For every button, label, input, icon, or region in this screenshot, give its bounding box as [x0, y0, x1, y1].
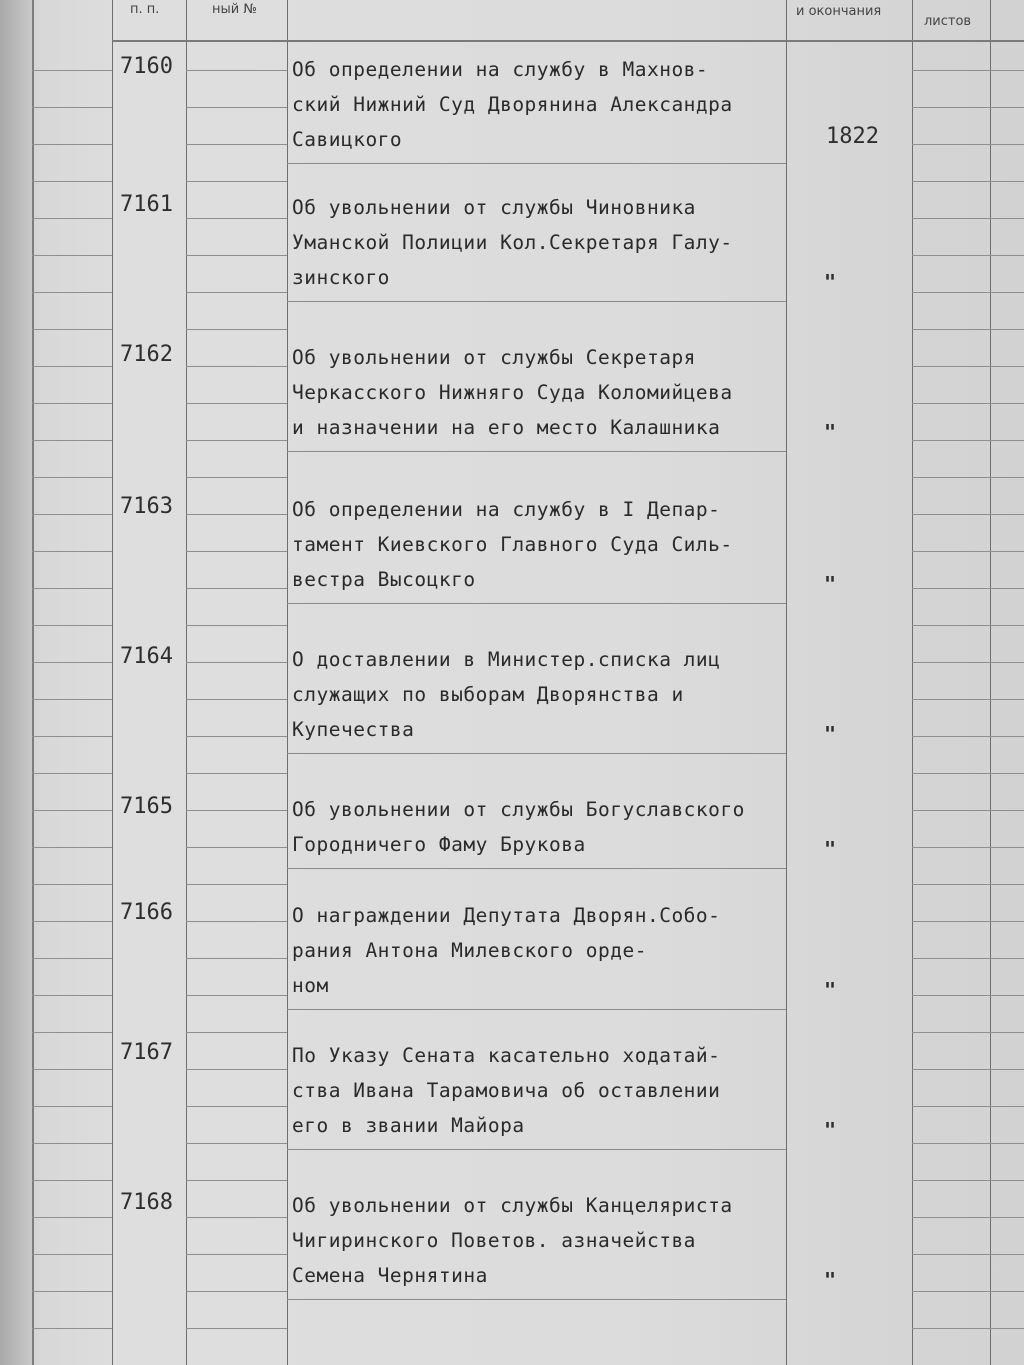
- column-rule: [990, 0, 991, 1365]
- ledger-rule: [186, 218, 287, 219]
- ledger-rule: [32, 1291, 112, 1292]
- ledger-rule: [912, 551, 1024, 552]
- ledger-rule: [186, 921, 287, 922]
- header-col-dates: и окончания: [796, 4, 882, 19]
- ledger-rule: [912, 218, 1024, 219]
- ditto-mark: ": [824, 978, 837, 1002]
- ledger-rule: [32, 1032, 112, 1033]
- ledger-rule: [32, 366, 112, 367]
- entry-description-line: служащих по выборам Дворянства и: [292, 683, 684, 706]
- ledger-rule: [32, 1180, 112, 1181]
- ledger-rule: [912, 921, 1024, 922]
- ledger-rule: [912, 810, 1024, 811]
- ledger-rule: [186, 736, 287, 737]
- ledger-rule: [32, 995, 112, 996]
- ledger-rule: [912, 440, 1024, 441]
- ledger-rule: [186, 625, 287, 626]
- ledger-rule: [32, 477, 112, 478]
- ledger-rule: [32, 1143, 112, 1144]
- entry-year: 1822: [826, 124, 879, 149]
- entry-description-line: Купечества: [292, 718, 415, 741]
- ledger-rule: [912, 773, 1024, 774]
- ledger-rule: [32, 255, 112, 256]
- ledger-rule: [912, 847, 1024, 848]
- ledger-rule: [186, 181, 287, 182]
- ledger-rule: [912, 1143, 1024, 1144]
- entry-description-line: Чигиринского Поветов. азначейства: [292, 1229, 696, 1252]
- ledger-rule: [912, 1254, 1024, 1255]
- entry-description-line: рания Антона Милевского орде-: [292, 939, 647, 962]
- ledger-rule: [912, 662, 1024, 663]
- ledger-rule: [186, 329, 287, 330]
- ditto-mark: ": [824, 1268, 837, 1292]
- column-rule: [287, 0, 288, 1365]
- entry-description-line: О доставлении в Министер.списка лиц: [292, 648, 721, 671]
- ledger-rule: [32, 884, 112, 885]
- ledger-rule: [186, 514, 287, 515]
- ledger-rule: [32, 773, 112, 774]
- ledger-rule: [186, 1328, 287, 1329]
- ledger-rule: [186, 107, 287, 108]
- header-rule: [112, 40, 1024, 42]
- ledger-rule: [186, 1143, 287, 1144]
- ledger-rule: [912, 477, 1024, 478]
- entry-rule: [287, 868, 786, 869]
- ledger-rule: [912, 884, 1024, 885]
- ledger-rule: [912, 995, 1024, 996]
- ditto-mark: ": [824, 1118, 837, 1142]
- ledger-rule: [186, 958, 287, 959]
- ditto-mark: ": [824, 837, 837, 861]
- entry-rule: [287, 1299, 786, 1300]
- entry-description-line: Городничего Фаму Брукова: [292, 833, 586, 856]
- entry-number: 7162: [120, 342, 173, 367]
- ledger-rule: [32, 1069, 112, 1070]
- ledger-rule: [186, 1254, 287, 1255]
- ledger-rule: [912, 1106, 1024, 1107]
- ditto-mark: ": [824, 722, 837, 746]
- ledger-rule: [32, 144, 112, 145]
- entry-description: [292, 1038, 832, 1143]
- ledger-rule: [32, 588, 112, 589]
- entry-number: 7163: [120, 494, 173, 519]
- ledger-rule: [912, 366, 1024, 367]
- ledger-rule: [32, 1217, 112, 1218]
- entry-description-line: его в звании Майора: [292, 1114, 525, 1137]
- ledger-rule: [912, 1032, 1024, 1033]
- ledger-rule: [912, 181, 1024, 182]
- entry-description-line: Уманской Полиции Кол.Секретаря Галу-: [292, 231, 733, 254]
- entry-description-line: зинского: [292, 266, 390, 289]
- ledger-rule: [32, 403, 112, 404]
- entry-description-line: Об определении на службу в Махнов-: [292, 58, 709, 81]
- ledger-rule: [186, 292, 287, 293]
- ledger-rule: [912, 403, 1024, 404]
- ledger-rule: [32, 810, 112, 811]
- ledger-rule: [32, 699, 112, 700]
- column-rule: [912, 0, 913, 1365]
- ledger-rule: [32, 329, 112, 330]
- entry-rule: [287, 753, 786, 754]
- entry-description: [292, 52, 832, 157]
- ledger-rule: [912, 1291, 1024, 1292]
- entry-description-line: тамент Киевского Главного Суда Силь-: [292, 533, 733, 556]
- entry-description-line: Черкасского Нижняго Суда Коломийцева: [292, 381, 733, 404]
- ledger-rule: [912, 699, 1024, 700]
- entry-description: [292, 898, 832, 1003]
- ledger-rule: [32, 1254, 112, 1255]
- ledger-rule: [32, 662, 112, 663]
- ledger-rule: [186, 662, 287, 663]
- ledger-rule: [186, 588, 287, 589]
- ledger-rule: [32, 847, 112, 848]
- ledger-rule: [32, 1328, 112, 1329]
- entry-description: [292, 792, 832, 862]
- column-rule: [112, 0, 113, 1365]
- header-col-sheets: листов: [924, 14, 972, 29]
- entry-description: [292, 642, 832, 747]
- ledger-rule: [186, 699, 287, 700]
- ledger-rule: [186, 1180, 287, 1181]
- ledger-rule: [32, 440, 112, 441]
- entry-rule: [287, 1149, 786, 1150]
- ledger-rule: [912, 70, 1024, 71]
- ledger-rule: [186, 403, 287, 404]
- ledger-rule: [32, 625, 112, 626]
- ledger-rule: [186, 70, 287, 71]
- ledger-rule: [32, 551, 112, 552]
- ledger-rule: [32, 107, 112, 108]
- ledger-rule: [32, 1106, 112, 1107]
- entry-rule: [287, 163, 786, 164]
- entry-number: 7167: [120, 1040, 173, 1065]
- entry-number: 7161: [120, 192, 173, 217]
- ledger-rule: [32, 958, 112, 959]
- ledger-rule: [32, 921, 112, 922]
- entry-rule: [287, 603, 786, 604]
- ledger-rule: [32, 181, 112, 182]
- ditto-mark: ": [824, 572, 837, 596]
- entry-description-line: Об определении на службу в I Депар-: [292, 498, 721, 521]
- ditto-mark: ": [824, 270, 837, 294]
- ledger-rule: [186, 1106, 287, 1107]
- ledger-rule: [32, 736, 112, 737]
- entry-number: 7168: [120, 1190, 173, 1215]
- ledger-rule: [912, 1180, 1024, 1181]
- ledger-rule: [186, 847, 287, 848]
- ledger-rule: [186, 810, 287, 811]
- entry-number: 7166: [120, 900, 173, 925]
- ledger-rule: [186, 477, 287, 478]
- ledger-rule: [186, 995, 287, 996]
- entry-description-line: Об увольнении от службы Чиновника: [292, 196, 696, 219]
- ledger-rule: [912, 958, 1024, 959]
- ledger-rule: [186, 1069, 287, 1070]
- ledger-rule: [186, 144, 287, 145]
- entry-number: 7160: [120, 54, 173, 79]
- ledger-rule: [912, 1069, 1024, 1070]
- ledger-rule: [912, 625, 1024, 626]
- entry-rule: [287, 451, 786, 452]
- header-col-no: п. п.: [130, 2, 160, 17]
- entry-description-line: Семена Чернятина: [292, 1264, 488, 1287]
- ledger-rule: [912, 514, 1024, 515]
- entry-number: 7165: [120, 794, 173, 819]
- ledger-rule: [912, 1217, 1024, 1218]
- ledger-rule: [32, 70, 112, 71]
- ledger-rule: [186, 551, 287, 552]
- entry-description-line: По Указу Сената касательно ходатай-: [292, 1044, 721, 1067]
- entry-description-line: Об увольнении от службы Богуславского: [292, 798, 745, 821]
- entry-description: [292, 1188, 832, 1293]
- entry-description-line: вестра Высоцкго: [292, 568, 476, 591]
- entry-description-line: ский Нижний Суд Дворянина Александра: [292, 93, 733, 116]
- ledger-rule: [912, 144, 1024, 145]
- entry-description-line: ства Ивана Тарамовича об оставлении: [292, 1079, 721, 1102]
- ledger-rule: [186, 1291, 287, 1292]
- ledger-rule: [186, 1217, 287, 1218]
- ledger-rule: [912, 736, 1024, 737]
- entry-description-line: Об увольнении от службы Канцеляриста: [292, 1194, 733, 1217]
- ledger-rule: [186, 366, 287, 367]
- entry-description: [292, 340, 832, 445]
- ledger-rule: [186, 773, 287, 774]
- ledger-rule: [32, 218, 112, 219]
- entry-rule: [287, 301, 786, 302]
- entry-description-line: Савицкого: [292, 128, 403, 151]
- ledger-rule: [32, 514, 112, 515]
- ledger-rule: [912, 588, 1024, 589]
- entry-description-line: Об увольнении от службы Секретаря: [292, 346, 696, 369]
- entry-description-line: и назначении на его место Калашника: [292, 416, 721, 439]
- ditto-mark: ": [824, 420, 837, 444]
- ledger-rule: [186, 440, 287, 441]
- ledger-rule: [912, 329, 1024, 330]
- ledger-rule: [32, 292, 112, 293]
- ledger-rule: [912, 292, 1024, 293]
- ledger-rule: [912, 107, 1024, 108]
- entry-number: 7164: [120, 644, 173, 669]
- binding-margin: [0, 0, 34, 1365]
- ledger-rule: [186, 255, 287, 256]
- header-col-inventory: ный №: [212, 2, 257, 17]
- ledger-rule: [186, 1032, 287, 1033]
- entry-description-line: О награждении Депутата Дворян.Собо-: [292, 904, 721, 927]
- ledger-rule: [912, 1328, 1024, 1329]
- column-rule: [186, 0, 187, 1365]
- entry-description: [292, 190, 832, 295]
- entry-description-line: ном: [292, 974, 329, 997]
- ledger-rule: [186, 884, 287, 885]
- entry-description: [292, 492, 832, 597]
- entry-rule: [287, 1009, 786, 1010]
- ledger-rule: [912, 255, 1024, 256]
